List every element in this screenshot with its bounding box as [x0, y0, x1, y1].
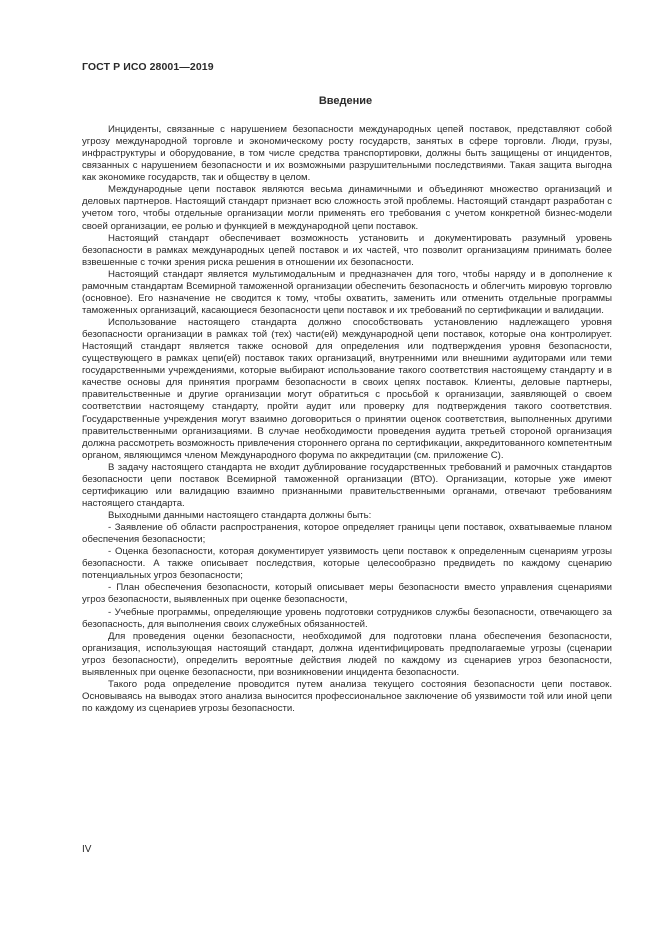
- document-body: [82, 124, 612, 715]
- page-number: IV: [82, 844, 92, 855]
- paragraph: В задачу настоящего стандарта не входит дублирование государственных требований и рамочных стандартов безопасности цепи поставок Всемирной таможенной организации (ВТО). Организации, которые уже имеют сертификацию или валидацию взаимно признанными правительственными органами, отвечают требованиям настоящего стандарта.: [82, 461, 612, 509]
- list-item: - Учебные программы, определяющие уровень подготовки сотрудников службы безопасности, отвечающего за безопасность, для выполнения своих служебных обязанностей.: [82, 606, 612, 630]
- paragraph: Настоящий стандарт обеспечивает возможность установить и документировать разумный уровень безопасности в рамках международных цепей поставок и их частей, что позволит организациям принимать более взвешенные с точки зрения риска решения в отношении их безопасности.: [82, 232, 612, 268]
- paragraph: Для проведения оценки безопасности, необходимой для подготовки плана обеспечения безопасности, организация, использующая настоящий стандарт, должна идентифицировать предполагаемые угрозы (сценарии угроз безопасности), определить вероятные действия людей по каждому из сценариев угроз безопасности, выявленных при оценке безопасности, при возникновении инцидента безопасности.: [82, 630, 612, 678]
- paragraph: Международные цепи поставок являются весьма динамичными и объединяют множество организаций и деловых партнеров. Настоящий стандарт признает всю сложность этой проблемы. Настоящий стандарт разработан с учетом того, чтобы отдельные организации могли применять его требования с учетом конкретной бизнес-модели своей организации, ее ролью и функцией в международной цепи поставок.: [82, 184, 612, 232]
- paragraph: Настоящий стандарт является мультимодальным и предназначен для того, чтобы наряду и в дополнение к рамочным стандартам Всемирной таможенной организации обеспечить безопасность и облегчить мировую торговлю (основное). Его назначение не сводится к тому, чтобы охватить, заменить или отменить отдельные программы таможенных организаций, касающиеся безопасности цепи поставок и их требований по сертификации и валидации.: [82, 268, 612, 316]
- list-item: - Оценка безопасности, которая документирует уязвимость цепи поставок к определенным сценариям угрозы безопасности. А также описывает последствия, которые целесообразно предвидеть по каждому сценарию потенциальных угроз безопасности;: [82, 546, 612, 582]
- paragraph: Такого рода определение проводится путем анализа текущего состояния безопасности цепи поставок. Основываясь на выводах этого анализа выносится профессиональное заключение об уязвимости той или иной цепи по каждому из сценариев угрозы безопасности.: [82, 678, 612, 714]
- section-title: Введение: [318, 95, 373, 107]
- document-header: ГОСТ Р ИСО 28001—2019: [82, 61, 214, 73]
- list-item: - План обеспечения безопасности, который описывает меры безопасности вместо управления сценариями угроз безопасности, выявленных при оценке безопасности,: [82, 582, 612, 606]
- paragraph: Выходными данными настоящего стандарта должны быть:: [108, 510, 372, 521]
- paragraph: Инциденты, связанные с нарушением безопасности международных цепей поставок, представляют собой угрозу международной торговле и экономическому росту государств, занятых в сфере торговли. Люди, грузы, инфраструктуры и оборудование, в том числе средства транспортировки, должны быть защищены от инцидентов, связанных с нарушением безопасности и их возможными разрушительными последствиями. Такая защита выгодна как экономике государств, так и обществу в целом.: [82, 124, 612, 184]
- paragraph: Использование настоящего стандарта должно способствовать установлению надлежащего уровня безопасности организации в рамках той (тех) части(ей) международной цепи поставок, которые она контролирует. Настоящий стандарт является также основой для определения или подтверждения уровня безопасности, существующего в рамках цепи(ей) поставок таких организаций, внутренними или внешними аудиторами или теми государственными учреждениями, которые выбирают использование такого соответствия настоящему стандарту и в качестве основы для принятия программ безопасности в своих цепях поставок. Клиенты, деловые партнеры, правительственные и другие организации могут обратиться с просьбой к организации, заявляющей о своем соответствии настоящему стандарту, пройти аудит или проверку для подтверждения такого соответствия. Государственные учреждения могут взаимно договориться о принятии оценок соответствия, выполненных другими правительственными организациями. В случае необходимости проведения аудита третьей стороной организация должна рассмотреть возможность привлечения стороннего органа по сертификации, аккредитованного компетентным органом, являющимся членом Международного форума по аккредитации (см. приложение С).: [82, 317, 612, 461]
- list-item: - Заявление об области распространения, которое определяет границы цепи поставок, охватываемые планом обеспечения безопасности;: [82, 522, 612, 546]
